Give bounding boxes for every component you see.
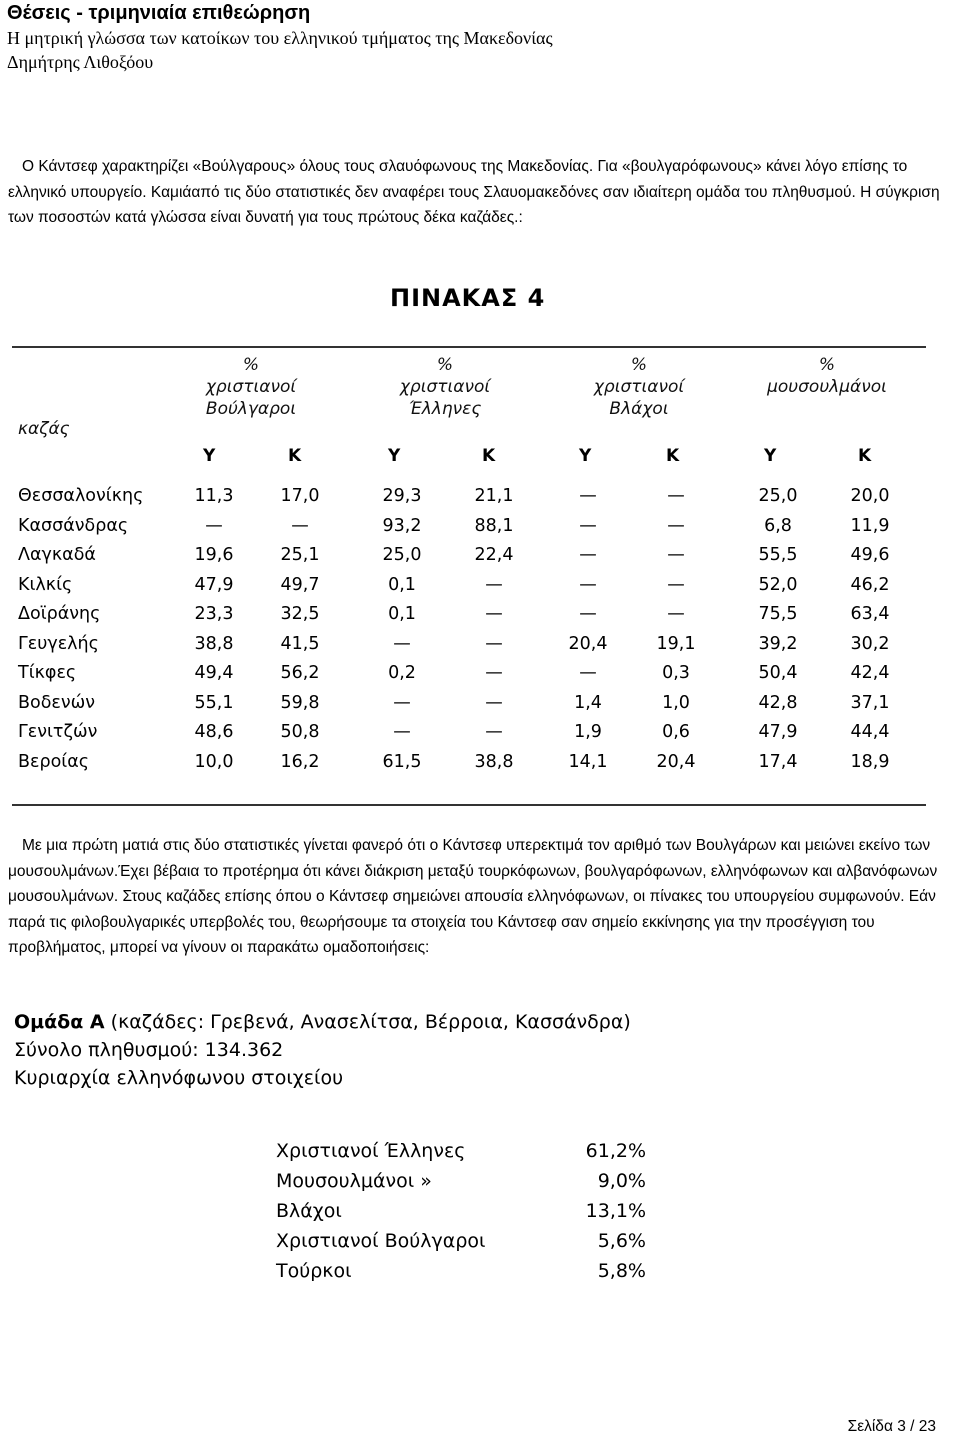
cell: 25,0 — [382, 545, 422, 565]
cell: 29,3 — [382, 486, 422, 506]
cell: 47,9 — [194, 574, 234, 595]
cell: 93,2 — [382, 515, 422, 536]
kaza-name: Δοϊράνης — [18, 604, 101, 624]
table-row — [6, 750, 926, 780]
cell: — — [205, 515, 223, 536]
cell: — — [393, 722, 411, 742]
kaza-name: Θεσσαλονίκης — [18, 486, 144, 506]
stat-value: 5,8% — [597, 1260, 646, 1282]
y-header: Υ — [388, 446, 401, 466]
cell: 50,4 — [758, 663, 798, 683]
cell: 42,8 — [758, 692, 798, 713]
stat-label: Τούρκοι — [276, 1260, 352, 1282]
stat-value: 9,0% — [597, 1170, 646, 1192]
stat-row — [276, 1200, 676, 1230]
cell: — — [291, 515, 309, 536]
kaza-column-header: καζάς — [18, 419, 70, 439]
document-subtitle: Η μητρική γλώσσα των κατοίκων του ελληνικού τμήματος της Μακεδονίας — [7, 28, 553, 48]
group-a-stats — [276, 1140, 676, 1290]
cell: — — [667, 574, 685, 595]
cell: 19,6 — [194, 545, 234, 565]
cell: 1,4 — [574, 692, 602, 713]
group-a-dominance: Κυριαρχία ελληνόφωνου στοιχείου — [14, 1067, 344, 1089]
stat-value: 61,2% — [585, 1140, 646, 1162]
table-row — [6, 691, 926, 721]
stat-row — [276, 1140, 676, 1170]
group-a-block — [14, 1008, 714, 1282]
cell: 14,1 — [568, 751, 608, 772]
cell: 19,1 — [656, 633, 696, 654]
cell: 49,7 — [280, 574, 320, 595]
table-row — [6, 602, 926, 632]
cell: 50,8 — [280, 722, 320, 742]
k-header: Κ — [858, 446, 872, 466]
kaza-name: Λαγκαδά — [18, 545, 96, 565]
cell: 10,0 — [194, 751, 234, 772]
kaza-name: Κασσάνδρας — [18, 515, 129, 536]
cell: 47,9 — [758, 722, 798, 742]
cell: 49,4 — [194, 663, 234, 683]
cell: 37,1 — [850, 692, 890, 713]
cell: 88,1 — [474, 515, 514, 536]
stat-value: 13,1% — [585, 1200, 646, 1222]
cell: — — [485, 604, 503, 624]
cell: — — [667, 515, 685, 536]
cell: — — [485, 633, 503, 654]
cell: 61,5 — [382, 751, 422, 772]
stat-value: 5,6% — [597, 1230, 646, 1252]
cell: 42,4 — [850, 663, 890, 683]
y-header: Υ — [764, 446, 777, 466]
cell: — — [485, 692, 503, 713]
cell: 11,3 — [194, 486, 234, 506]
cell: — — [579, 604, 597, 624]
table-row — [6, 514, 926, 544]
table-row — [6, 573, 926, 603]
kaza-name: Βεροίας — [18, 751, 90, 772]
cell: 11,9 — [850, 515, 890, 536]
cell: 63,4 — [850, 604, 890, 624]
cell: — — [667, 486, 685, 506]
cell: 1,9 — [574, 722, 602, 742]
table-4-scan — [6, 280, 926, 808]
group-a-kazas: (καζάδες: Γρεβενά, Ανασελίτσα, Βέρροια, Κασσάνδρα) — [104, 1011, 631, 1033]
k-header: Κ — [288, 446, 302, 466]
cell: 25,1 — [280, 545, 320, 565]
stat-label: Μουσουλμάνοι » — [276, 1170, 432, 1192]
cell: 49,6 — [850, 545, 890, 565]
document-author: Δημήτρης Λιθοξόου — [7, 52, 154, 72]
cell: 25,0 — [758, 486, 798, 506]
y-header: Υ — [579, 446, 592, 466]
cell: 52,0 — [758, 574, 798, 595]
cell: 0,2 — [388, 663, 416, 683]
cell: 16,2 — [280, 751, 320, 772]
cell: 1,0 — [662, 692, 690, 713]
cell: 20,0 — [850, 486, 890, 506]
group-header-muslims — [742, 354, 912, 398]
stat-row — [276, 1260, 676, 1290]
cell: 0,6 — [662, 722, 690, 742]
cell: 21,1 — [474, 486, 514, 506]
k-header: Κ — [666, 446, 680, 466]
page-number: Σελίδα 3 / 23 — [847, 1418, 936, 1435]
cell: 59,8 — [280, 692, 320, 713]
cell: — — [579, 663, 597, 683]
cell: 18,9 — [850, 751, 890, 772]
stat-label: Χριστιανοί Έλληνες — [276, 1140, 466, 1162]
table-row — [6, 484, 926, 514]
kaza-name: Γευγελής — [18, 633, 99, 654]
cell: — — [667, 545, 685, 565]
pct-sign: % — [818, 355, 836, 375]
table-row — [6, 720, 926, 750]
table-row — [6, 661, 926, 691]
cell: 38,8 — [474, 751, 514, 772]
group-header-vlachs — [554, 354, 724, 420]
table-bottom-rule — [12, 804, 926, 806]
cell: 22,4 — [474, 545, 514, 565]
group-line2: Βούλγαροι — [205, 399, 297, 419]
cell: 23,3 — [194, 604, 234, 624]
cell: 32,5 — [280, 604, 320, 624]
stat-label: Χριστιανοί Βούλγαροι — [276, 1230, 486, 1252]
group-line1: χριστιανοί — [593, 377, 685, 397]
cell: 0,3 — [662, 663, 690, 683]
group-line1: χριστιανοί — [399, 377, 491, 397]
kaza-name: Κιλκίς — [18, 574, 73, 595]
table-body — [6, 484, 926, 779]
stat-row — [276, 1230, 676, 1260]
kaza-name: Τίκφες — [18, 663, 77, 683]
document-title: Θέσεις - τριμηνιαία επιθεώρηση — [7, 2, 311, 24]
cell: 0,1 — [388, 574, 416, 595]
cell: — — [485, 574, 503, 595]
cell: 75,5 — [758, 604, 798, 624]
pct-sign: % — [242, 355, 260, 375]
kaza-name: Βοδενών — [18, 692, 96, 713]
cell: 39,2 — [758, 633, 798, 654]
cell: — — [579, 545, 597, 565]
kaza-name: Γενιτζών — [18, 722, 98, 742]
analysis-paragraph: Με μια πρώτη ματιά στις δύο στατιστικές γίνεται φανερό ότι ο Κάντσεφ υπερεκτιμά τον αριθμό των Βουλγάρων και μειώνει εκείνο των μουσουλμάνων.Έχει βέβαια το προτέρημα ότι κάνει διάκριση μεταξύ τουρκόφωνων, βουλγαρόφωνων, ελληνόφωνων και αλβανόφωνων μουσουλμάνων. Στους καζάδες επίσης όπου ο Κάντσεφ σημειώνει απουσία ελληνόφωνων, οι πίνακες του υπουργείου συμφωνούν. Εάν παρά τις φιλοβουλγαρικές υπερβολές του, θεωρήσουμε τα στοιχεία του Κάντσεφ σαν σημείο εκκίνησης για την προσέγγιση του προβλήματος, μπορεί να γίνουν οι παρακάτω ομαδοποιήσεις: — [8, 837, 938, 956]
cell: 0,1 — [388, 604, 416, 624]
group-line2: Βλάχοι — [609, 399, 669, 419]
table-row — [6, 543, 926, 573]
group-line1: μουσουλμάνοι — [767, 377, 887, 397]
cell: — — [579, 515, 597, 536]
cell: — — [579, 486, 597, 506]
group-line2: Έλληνες — [408, 399, 482, 419]
cell: — — [485, 722, 503, 742]
k-header: Κ — [482, 446, 496, 466]
table-row — [6, 632, 926, 662]
cell: — — [393, 692, 411, 713]
cell: 17,4 — [758, 751, 798, 772]
cell: 48,6 — [194, 722, 234, 742]
page-header — [7, 0, 553, 74]
cell: — — [393, 633, 411, 654]
cell: 55,1 — [194, 692, 234, 713]
stat-row — [276, 1170, 676, 1200]
pct-sign: % — [436, 355, 454, 375]
stat-label: Βλάχοι — [276, 1200, 342, 1222]
cell: 20,4 — [656, 751, 696, 772]
group-a-heading — [14, 1008, 714, 1036]
cell: — — [667, 604, 685, 624]
cell: — — [485, 663, 503, 683]
group-line1: χριστιανοί — [205, 377, 297, 397]
table-top-rule — [12, 346, 926, 348]
group-header-greeks — [360, 354, 530, 420]
cell: 17,0 — [280, 486, 320, 506]
cell: — — [579, 574, 597, 595]
y-header: Υ — [203, 446, 216, 466]
cell: 20,4 — [568, 633, 608, 654]
cell: 56,2 — [280, 663, 320, 683]
cell: 6,8 — [764, 515, 792, 536]
table-title: ΠΙΝΑΚΑΣ 4 — [390, 284, 546, 312]
group-a-label: Ομάδα Α — [14, 1011, 105, 1033]
cell: 55,5 — [758, 545, 798, 565]
group-header-bulgarians — [166, 354, 336, 420]
cell: 38,8 — [194, 633, 234, 654]
cell: 30,2 — [850, 633, 890, 654]
cell: 41,5 — [280, 633, 320, 654]
intro-paragraph: Ο Κάντσεφ χαρακτηρίζει «Βούλγαρους» όλους τους σλαυόφωνους της Μακεδονίας. Για «βουλγαρόφωνους» κάνει λόγο επίσης το ελληνικό υπουργείο. Καμιάαπό τις δύο στατιστικές δεν αναφέρει τους Σλαυομακεδόνες σαν ιδιαίτερη ομάδα του πληθυσμού. Η σύγκριση των ποσοστών κατά γλώσσα είναι δυνατή για τους πρώτους δέκα καζάδες.: — [8, 158, 940, 226]
pct-sign: % — [630, 355, 648, 375]
group-a-population: Σύνολο πληθυσμού: 134.362 — [14, 1039, 284, 1061]
cell: 46,2 — [850, 574, 890, 595]
cell: 44,4 — [850, 722, 890, 742]
